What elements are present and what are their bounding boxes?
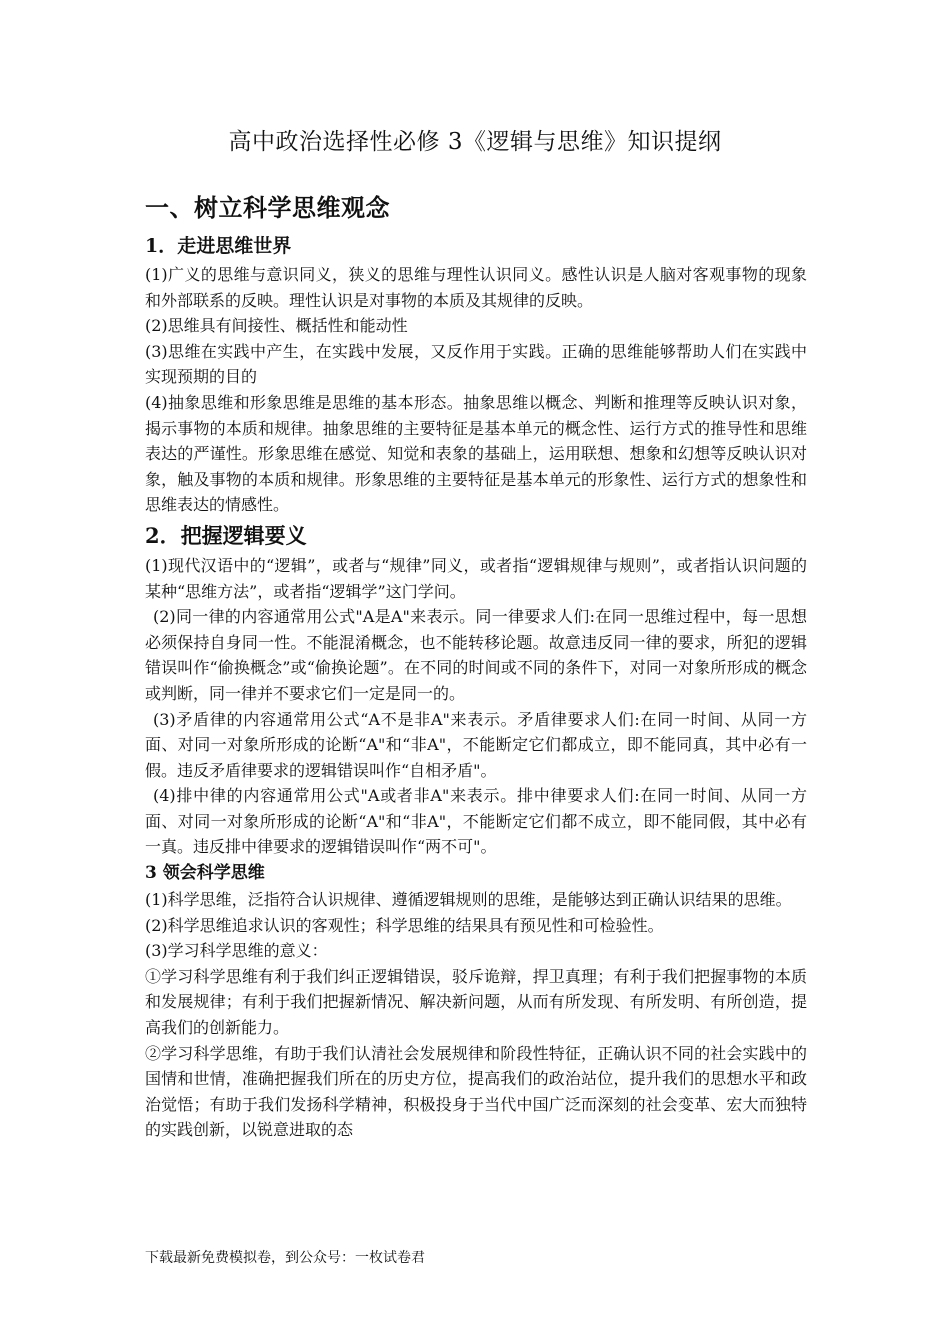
paragraph-2-4: (4)排中律的内容通常用公式"A或者非A"来表示。排中律要求人们:在同一时间、从同一方面、对同一对象所形成的论断“A"和“非A"，不能断定它们都不成立，即不能同假，其中必有一真。违反排中律要求的逻辑错误叫作“两不可"。 <box>145 786 807 857</box>
paragraph-3-3: (3)学习科学思维的意义： <box>145 941 328 961</box>
paragraph-1-3: (3)思维在实践中产生，在实践中发展，又反作用于实践。正确的思维能够帮助人们在实践中实现预期的目的 <box>145 341 807 387</box>
subsection-heading-scientific-thinking: 3 领会科学思维 <box>145 863 265 884</box>
paragraph-3-5: ②学习科学思维，有助于我们认清社会发展规律和阶段性特征，正确认识不同的社会实践中的国情和世情，准确把握我们所在的历史方位，提高我们的政治站位，提升我们的思想水平和政治觉悟；有助于我们发扬科学精神，积极投身于当代中国广泛而深刻的社会变革、宏大而独特的实践创新，以锐意进取的态 <box>145 1043 807 1140</box>
paragraph-1-2: (2)思维具有间接性、概括性和能动性 <box>145 316 408 336</box>
subsection-heading-logic: 2．把握逻辑要义 <box>145 522 307 548</box>
document-page <box>145 0 807 1344</box>
paragraph-1-4: (4)抽象思维和形象思维是思维的基本形态。抽象思维以概念、判断和推理等反映认识对象，揭示事物的本质和规律。抽象思维的主要特征是基本单元的概念性、运行方式的推导性和思维表达的严谨性。形象思维在感觉、知觉和表象的基础上，运用联想、想象和幻想等反映认识对象，触及事物的本质和规律。形象思维的主要特征是基本单元的形象性、运行方式的想象性和思维表达的情感性。 <box>145 392 807 515</box>
paragraph-1-1: (1)广义的思维与意识同义，狭义的思维与理性认识同义。感性认识是人脑对客观事物的现象和外部联系的反映。理性认识是对事物的本质及其规律的反映。 <box>145 265 807 310</box>
paragraph-2-1: (1)现代汉语中的“逻辑”，或者与“规律”同义，或者指“逻辑规律与规则”，或者指认识问题的某种“思维方法”，或者指“逻辑学”这门学问。 <box>145 555 807 601</box>
document-body <box>145 233 807 1143</box>
footer-note: 下载最新免费模拟卷，到公众号：一枚试卷君 <box>145 1250 425 1266</box>
document-title: 高中政治选择性必修 3《逻辑与思维》知识提纲 <box>228 129 722 155</box>
subsection-heading-thinking-world: 1．走进思维世界 <box>145 235 292 257</box>
paragraph-3-2: (2)科学思维追求认识的客观性；科学思维的结果具有预见性和可检验性。 <box>145 915 664 935</box>
paragraph-2-3: (3)矛盾律的内容通常用公式“A不是非A"来表示。矛盾律要求人们:在同一时间、从同一方面、对同一对象所形成的论断“A"和“非A"，不能断定它们都成立，即不能同真，其中必有一假。违反矛盾律要求的逻辑错误叫作“自相矛盾"。 <box>145 709 807 780</box>
section-heading: 一、树立科学思维观念 <box>145 193 390 222</box>
paragraph-3-1: (1)科学思维，泛指符合认识规律、遵循逻辑规则的思维，是能够达到正确认识结果的思维。 <box>145 890 792 910</box>
paragraph-3-4: ①学习科学思维有利于我们纠正逻辑错误，驳斥诡辩，捍卫真理；有利于我们把握事物的本质和发展规律；有利于我们把握新情况、解决新问题，从而有所发现、有所发明、有所创造，提高我们的创新能力。 <box>145 966 807 1038</box>
paragraph-2-2: (2)同一律的内容通常用公式"A是A"来表示。同一律要求人们:在同一思维过程中，每一思想必须保持自身同一性。不能混淆概念，也不能转移论题。故意违反同一律的要求，所犯的逻辑错误叫作“偷换概念”或“偷换论题”。在不同的时间或不同的条件下，对同一对象所形成的概念或判断，同一律并不要求它们一定是同一的。 <box>145 607 807 703</box>
